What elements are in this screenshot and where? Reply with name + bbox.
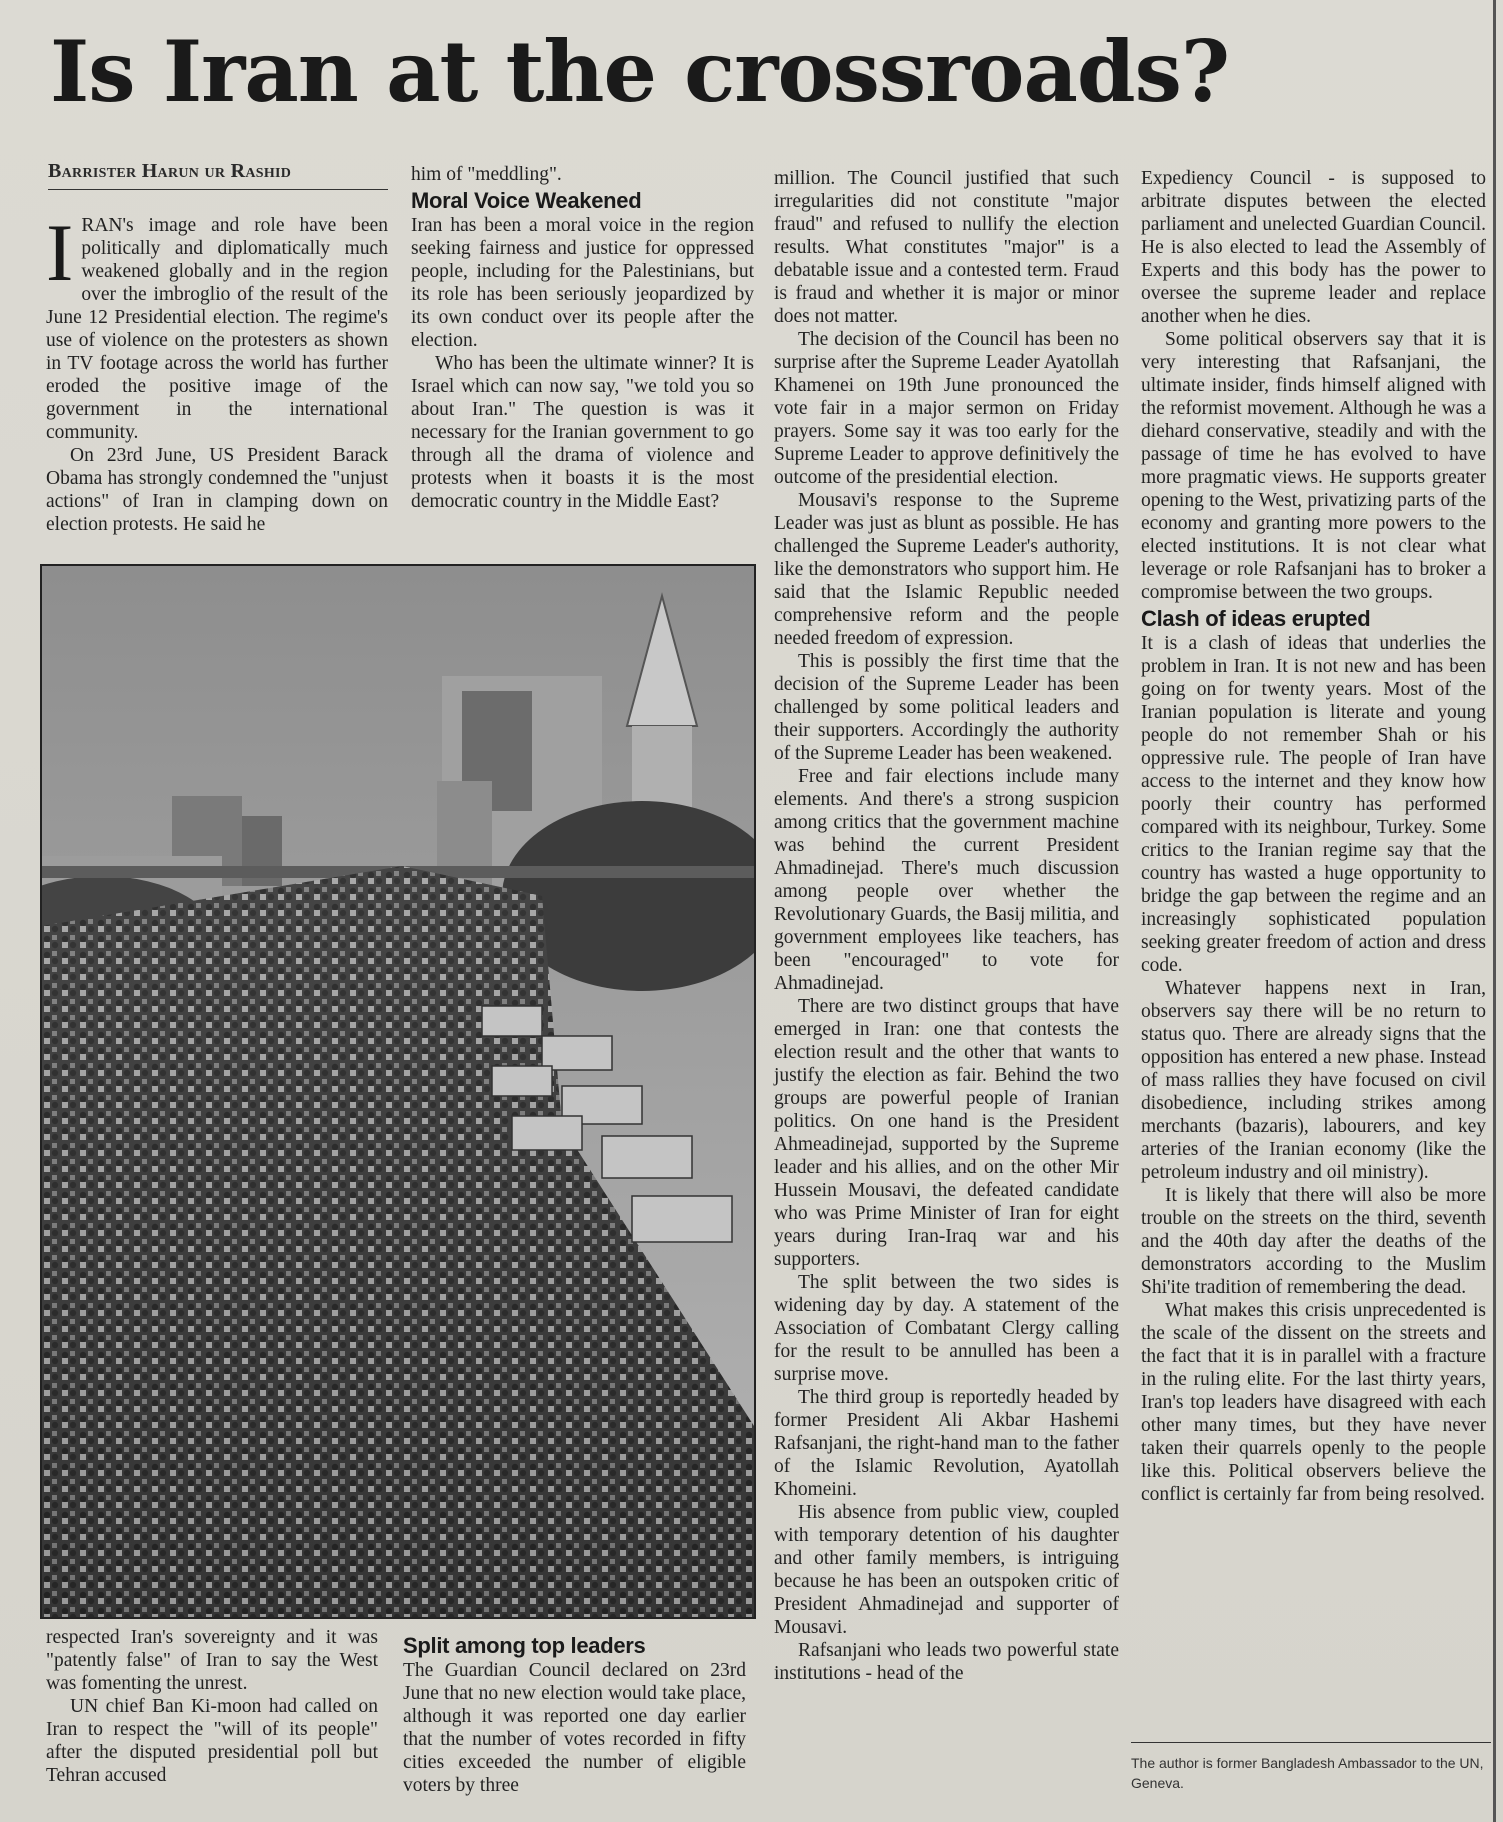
paragraph: him of "meddling".	[411, 164, 562, 185]
paragraph: respected Iran's sovereignty and it was "patently false" of Iran to say the West was fomenting the unrest.	[46, 1627, 378, 1694]
photo-illustration	[42, 566, 754, 1617]
paragraph: It is likely that there will also be more trouble on the streets on the third, seventh and the 40th day after the deaths of the demonstrators according to the Muslim Shi'ite tradition of remembering the dead.	[1141, 1185, 1486, 1298]
paragraph: UN chief Ban Ki-moon had called on Iran to respect the "will of its people" after the disputed presidential poll but Tehran accused	[46, 1696, 378, 1786]
paragraph: There are two distinct groups that have emerged in Iran: one that contests the election result and the other that wants to justify the election as fair. Behind the two groups are powerful people of Iranian politics. On one hand is the President Ahmeadinejad, supported by the Supreme leader and his allies, and on the other Mir Hussein Mousavi, the defeated candidate who was Prime Minister of Iran for eight years during Iran-Iraq war and his supporters.	[774, 996, 1119, 1270]
protest-crowd-photo	[40, 564, 756, 1619]
drop-cap: I	[46, 207, 74, 298]
column-1-top	[46, 207, 388, 536]
paragraph: The decision of the Council has been no surprise after the Supreme Leader Ayatollah Khamenei on 19th June pronounced the vote fair in a major sermon on Friday prayers. Some say it was too early for the Supreme Leader to approve definitively the outcome of the presidential election.	[774, 329, 1119, 488]
column-1-bottom	[46, 1626, 378, 1787]
paragraph: This is possibly the first time that the decision of the Supreme Leader has been challenged by some political leaders and their supporters. Accordingly the authority of the Supreme Leader has been weakened.	[774, 651, 1119, 764]
paragraph: Rafsanjani who leads two powerful state institutions - head of the	[774, 1640, 1119, 1684]
column-4	[1141, 167, 1486, 1506]
headline: Is Iran at the crossroads?	[50, 22, 1230, 121]
paragraph: Mousavi's response to the Supreme Leader was just as blunt as possible. He has challenged the Supreme Leader's authority, like the demonstrators who support him. He said that the Islamic Republic needed comprehensive reform and the people needed freedom of expression.	[774, 490, 1119, 649]
author-note: The author is former Bangladesh Ambassador to the UN, Geneva.	[1131, 1742, 1491, 1793]
subheading-moral-voice: Moral Voice Weakened	[411, 188, 642, 213]
paragraph: The Guardian Council declared on 23rd June that no new election would take place, although it was reported one day earlier that the number of votes recorded in fifty cities exceeded the number of eligible voters by three	[403, 1660, 746, 1796]
paragraph: million. The Council justified that such irregularities did not constitute "major fraud" and refused to nullify the election results. What constitutes "major" is a debatable issue and a contested term. Fraud is fraud and whether it is major or minor does not matter.	[774, 168, 1119, 327]
paragraph: Some political observers say that it is very interesting that Rafsanjani, the ultimate insider, finds himself aligned with the reformist movement. Although he was a diehard conservative, steadily and with the passage of time he has evolved to have more pragmatic views. He supports greater opening to the West, privatizing parts of the economy and granting more powers to the elected institutions. It is not clear what leverage or role Rafsanjani has to broker a compromise between the two groups.	[1141, 329, 1486, 603]
paragraph: His absence from public view, coupled with temporary detention of his daughter and other family members, is intriguing because he has been an outspoken critic of President Ahmadinejad and supporter of Mousavi.	[774, 1502, 1119, 1638]
lead-paragraph	[46, 207, 388, 444]
paragraph: Expediency Council - is supposed to arbitrate disputes between the elected parliament and unelected Guardian Council. He is also elected to lead the Assembly of Experts and this body has the power to oversee the supreme leader and replace another when he dies.	[1141, 168, 1486, 327]
paragraph: Free and fair elections include many elements. And there's a strong suspicion among critics that the government machine was behind the current President Ahmadinejad. There's much discussion among people over whether the Revolutionary Guards, the Basij militia, and government employees like teachers, has been "encouraged" to vote for Ahmadinejad.	[774, 766, 1119, 994]
subheading-clash-of-ideas: Clash of ideas erupted	[1141, 606, 1371, 631]
paragraph: The third group is reportedly headed by former President Ali Akbar Hashemi Rafsanjani, the right-hand man to the father of the Islamic Revolution, Ayatollah Khomeini.	[774, 1387, 1119, 1500]
subheading-split-among-leaders: Split among top leaders	[403, 1633, 646, 1658]
column-2-bottom	[403, 1631, 746, 1797]
paragraph: What makes this crisis unprecedented is the scale of the dissent on the streets and the fact that it is in parallel with a fracture in the ruling elite. For the last thirty years, Iran's top leaders have disagreed with each other many times, but they have never taken their quarrels openly to the people like this. Political observers believe the conflict is certainly far from being resolved.	[1141, 1300, 1486, 1505]
paragraph: On 23rd June, US President Barack Obama has strongly condemned the "unjust actions" of Iran in clamping down on election protests. He said he	[46, 445, 388, 535]
paragraph: Iran has been a moral voice in the region seeking fairness and justice for oppressed people, including for the Palestinians, but its role has been seriously jeopardized by its own conduct over its people after the election.	[411, 215, 754, 351]
paragraph: Whatever happens next in Iran, observers say there will be no return to status quo. There are already signs that the opposition has entered a new phase. Instead of mass rallies they have focused on civil disobedience, including strikes among merchants (bazaris), labourers, and key arteries of the Iranian economy (like the petroleum industry and oil ministry).	[1141, 978, 1486, 1183]
paragraph: It is a clash of ideas that underlies the problem in Iran. It is not new and has been going on for twenty years. Most of the Iranian population is literate and young people do not remember Shah or his oppressive rule. The people of Iran have access to the internet and they know how poorly their country has performed compared with its neighbour, Turkey. Some critics to the Iranian regime say that the country has wasted a huge opportunity to bridge the gap between the regime and an increasingly sophisticated population seeking greater freedom of action and dress code.	[1141, 633, 1486, 976]
byline: Barrister Harun ur Rashid	[48, 160, 388, 190]
column-3	[774, 167, 1119, 1685]
column-rule	[1493, 0, 1496, 1822]
column-2-top	[411, 163, 754, 513]
paragraph: The split between the two sides is widening day by day. A statement of the Association of Combatant Clergy calling for the result to be annulled has been a surprise move.	[774, 1272, 1119, 1385]
paragraph: Who has been the ultimate winner? It is Israel which can now say, "we told you so about Iran." The question is was it necessary for the Iranian government to go through all the drama of violence and protests when it boasts it is the most democratic country in the Middle East?	[411, 353, 754, 512]
paragraph-text: RAN's image and role have been politically and diplomatically much weakened globally and in the region over the imbroglio of the result of the June 12 Presidential election. The regime's use of violence on the protesters as shown in TV footage across the world has further eroded the positive image of the government in the international community.	[46, 215, 388, 443]
